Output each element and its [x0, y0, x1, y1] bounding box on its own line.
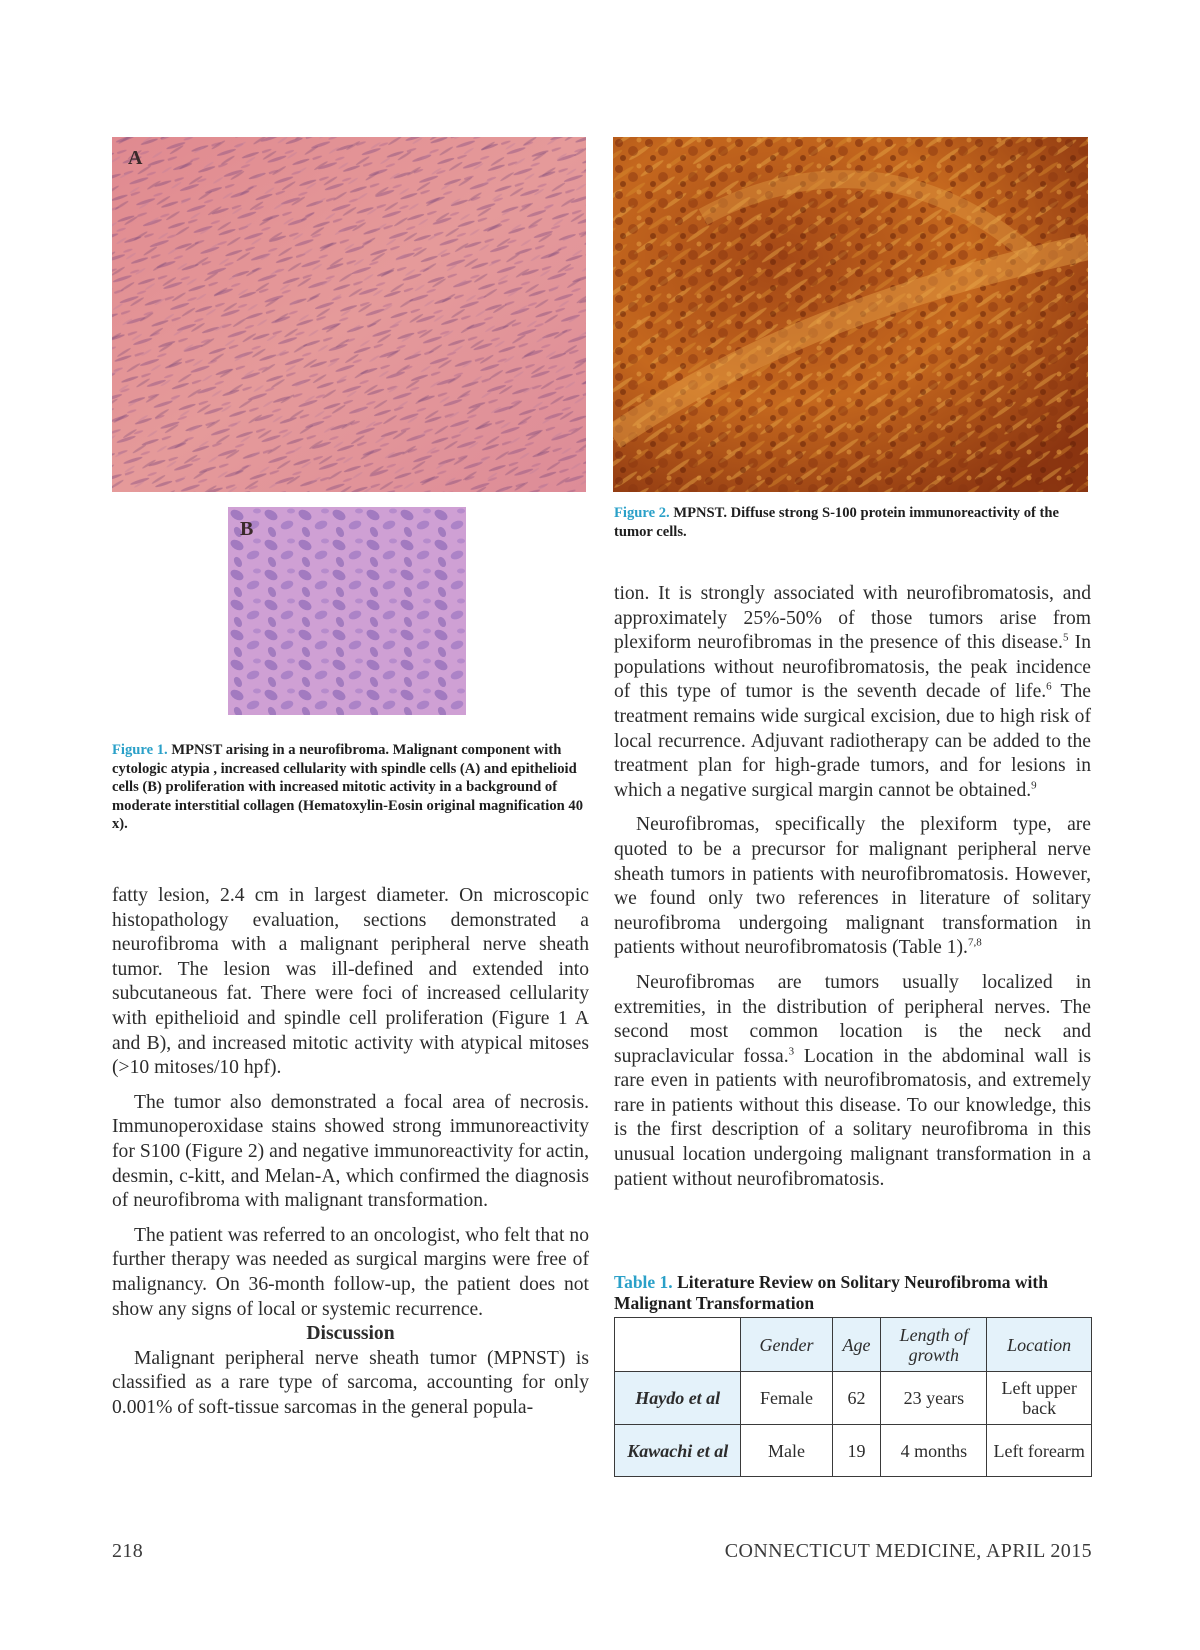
table-cell: 23 years	[881, 1372, 987, 1425]
table-cell: 19	[832, 1425, 881, 1477]
figure1-panel-a-label: A	[128, 147, 143, 169]
table-row	[615, 1372, 1092, 1425]
table1-caption-label: Table 1.	[614, 1272, 673, 1292]
table-cell: Kawachi et al	[615, 1425, 741, 1477]
figure2-image	[613, 137, 1088, 492]
right-paragraph-2	[614, 813, 1091, 961]
discussion-heading: Discussion	[306, 1323, 395, 1345]
right-column	[614, 582, 1091, 1192]
table-header-cell: Gender	[741, 1318, 832, 1372]
reference-5: 5	[1062, 631, 1069, 644]
left-paragraph-4: Malignant peripheral nerve sheath tumor (MPNST) is classified as a rare type of sarcoma, accounting for only 0.001% of soft-tissue sarcomas in the general popula-	[112, 1347, 589, 1418]
left-paragraph-2: The tumor also demonstrated a focal area of necrosis. Immunoperoxidase stains showed strong immunoreactivity for S100 (Figure 2) and negative immunoreactivity for actin, desmin, c-kitt, and Melan-A, which confirmed the diagnosis of neurofibroma with malignant transformation.	[112, 1091, 589, 1212]
table-header-cell	[615, 1318, 741, 1372]
right-p2-text: Neurofibromas, specifically the plexiform type, are quoted to be a precursor for malignant peripheral nerve sheath tumors in patients with neurofibromatosis. However, we found only two references in literature of solitary neurofibroma undergoing malignant transformation in patients without neurofibromatosis (Table 1).	[614, 814, 1091, 959]
table-cell: Male	[741, 1425, 832, 1477]
figure1-caption-text: MPNST arising in a neurofibroma. Malignant component with cytologic atypia , increased cellularity with spindle cells (A) and epithelioid cells (B) proliferation with increased mitotic activity in a background of moderate interstitial collagen (Hematoxylin-Eosin original magnification 40 x).	[112, 742, 584, 832]
right-paragraph-3	[614, 971, 1091, 1192]
left-paragraph-3: The patient was referred to an oncologist, who felt that no further therapy was needed as surgical margins were free of malignancy. On 36-month follow-up, the patient does not show any signs of local or systemic recurrence.	[112, 1224, 589, 1320]
figure1-caption	[112, 741, 590, 834]
table-cell: 62	[832, 1372, 881, 1425]
reference-3: 3	[788, 1045, 795, 1058]
literature-table	[614, 1317, 1092, 1477]
table1-caption-text: Literature Review on Solitary Neurofibroma with Malignant Transformation	[614, 1272, 1048, 1313]
left-column	[112, 884, 589, 1420]
right-paragraph-1	[614, 582, 1091, 803]
right-p3-text-b: Location in the abdominal wall is rare even in patients with neurofibromatosis, and extremely rare in patients without this disease. To our knowledge, this is the first description of a solitary neurofibroma in this unusual location undergoing malignant transformation in a patient without neurofibromatosis.	[614, 1045, 1091, 1190]
left-paragraph-1: fatty lesion, 2.4 cm in largest diameter. On microscopic histopathology evaluation, sections demonstrated a neurofibroma with a malignant peripheral nerve sheath tumor. The lesion was ill-defined and extended into subcutaneous fat. There were foci of increased cellularity with epithelioid and spindle cell proliferation (Figure 1 A and B), and increased mitotic activity with atypical mitoses (>10 mitoses/10 hpf).	[112, 885, 589, 1079]
figure1-panel-b-image	[228, 507, 466, 715]
table-cell: Haydo et al	[615, 1372, 741, 1425]
table-header-row	[615, 1318, 1092, 1372]
figure2-caption-label: Figure 2.	[614, 505, 670, 521]
figure1-panel-a-image	[112, 137, 586, 492]
figure2-caption-text: MPNST. Diffuse strong S-100 protein immunoreactivity of the tumor cells.	[614, 505, 1059, 540]
figure1-panel-b-label: B	[240, 518, 254, 540]
page-number: 218	[112, 1540, 144, 1562]
figure1-caption-label: Figure 1.	[112, 742, 168, 758]
right-p1-text-b: In populations without neurofibromatosis, the peak incidence of this type of tumor is the seventh decade of life.	[614, 632, 1091, 703]
reference-6: 6	[1046, 680, 1052, 693]
right-p1-text-a: tion. It is strongly associated with neurofibromatosis, and approximately 25%-50% of those tumors arise from plexiform neurofibromas in the presence of this disease.	[614, 583, 1091, 654]
right-p1-text-c: The treatment remains wide surgical excision, due to high risk of local recurrence. Adjuvant radiotherapy can be added to the treatment plan for high-grade tumors, and for lesions in which a negative surgical margin cannot be obtained.	[614, 681, 1091, 801]
figure2-caption	[614, 504, 1092, 541]
table-cell: Female	[741, 1372, 832, 1425]
table-cell: Left upper back	[987, 1372, 1092, 1425]
table-header-cell: Length of growth	[881, 1318, 987, 1372]
journal-footer: CONNECTICUT MEDICINE, APRIL 2015	[724, 1540, 1092, 1562]
table-cell: Left forearm	[987, 1425, 1092, 1477]
table-header-cell: Age	[832, 1318, 881, 1372]
table-row	[615, 1425, 1092, 1477]
right-p3-text-a: Neurofibromas are tumors usually localized in extremities, in the distribution of peripheral nerves. The second most common location is the neck and supraclavicular fossa.	[614, 971, 1091, 1067]
reference-7-8: 7,8	[967, 936, 982, 949]
table-cell: 4 months	[881, 1425, 987, 1477]
table-header-cell: Location	[987, 1318, 1092, 1372]
table1-caption	[614, 1272, 1096, 1314]
reference-9: 9	[1031, 779, 1037, 792]
